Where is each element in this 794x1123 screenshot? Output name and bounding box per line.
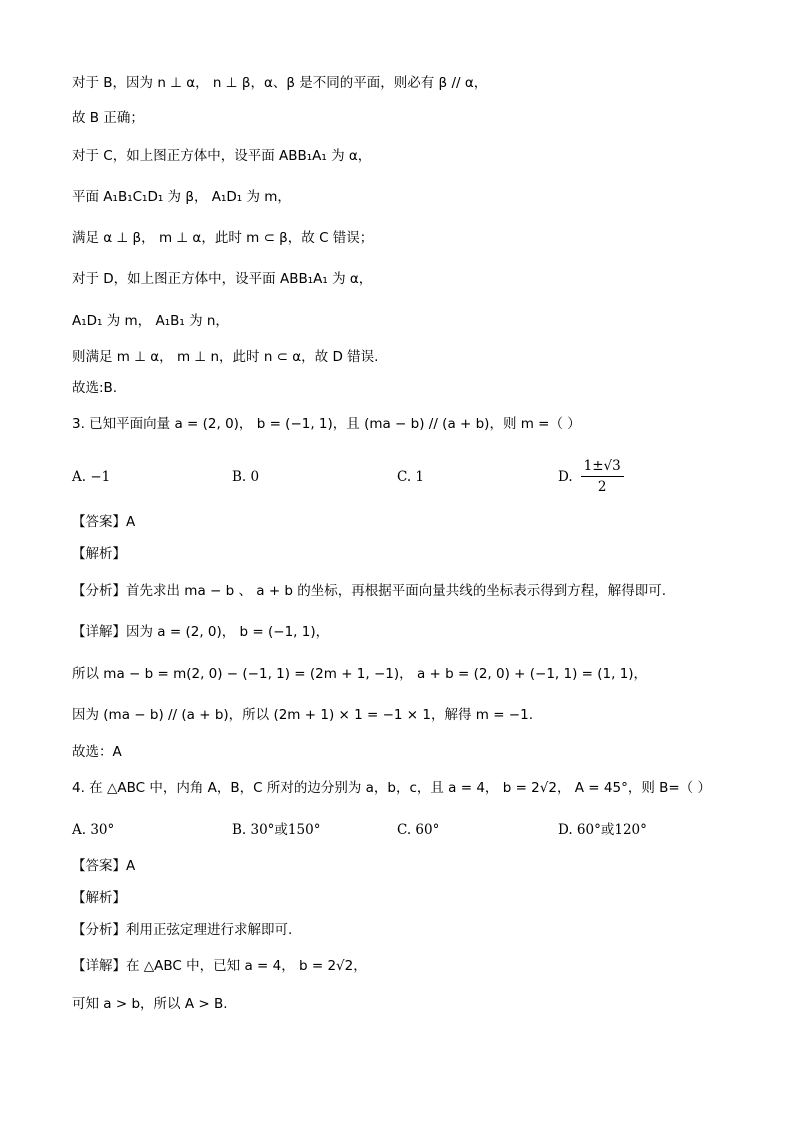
q3-option-b: B. 0 [232, 469, 260, 485]
q4-option-d: D. 60°或120° [558, 822, 647, 838]
q4-option-a: A. 30° [72, 822, 115, 838]
question-3: 3. 已知平面向量 a = (2, 0)， b = (−1, 1)，且 (ma − b) // (a + b)，则 m =（ ） [72, 416, 581, 432]
q3-step-1: 所以 ma − b = m(2, 0) − (−1, 1) = (2m + 1, −1)， a + b = (2, 0) + (−1, 1) = (1, 1)， [72, 666, 648, 682]
solution-line-d: 对于 D，如上图正方体中，设平面 ABB₁A₁ 为 α， [72, 271, 373, 287]
q3-analysis-title: 【解析】 [72, 546, 126, 562]
q4-option-b: B. 30°或150° [232, 822, 321, 838]
q4-analysis: 【分析】利用正弦定理进行求解即可. [72, 922, 293, 938]
solution-line-c-plane: 平面 A₁B₁C₁D₁ 为 β， A₁D₁ 为 m， [72, 189, 291, 205]
solution-line-b: 对于 B，因为 n ⊥ α， n ⊥ β，α、β 是不同的平面，则必有 β // α， [72, 75, 488, 91]
q4-answer: 【答案】A [72, 858, 136, 874]
choose-line-q3: 故选：A [72, 744, 122, 760]
q3-option-a: A. −1 [72, 469, 111, 485]
q4-option-c: C. 60° [397, 822, 440, 838]
choose-line-q2: 故选:B. [72, 380, 118, 396]
solution-line-c: 对于 C，如上图正方体中，设平面 ABB₁A₁ 为 α， [72, 148, 372, 164]
q3-detail: 【详解】因为 a = (2, 0)， b = (−1, 1)， [72, 624, 330, 640]
fraction-numerator: 1±√3 [581, 456, 624, 477]
solution-line-d-conclusion: 则满足 m ⊥ α， m ⊥ n，此时 n ⊂ α，故 D 错误. [72, 349, 379, 365]
q3-option-d-label: D. [558, 468, 573, 485]
solution-line-b-conclusion: 故 B 正确； [72, 110, 144, 126]
q4-analysis-title: 【解析】 [72, 890, 126, 906]
q3-option-d-fraction [581, 456, 624, 497]
q3-answer: 【答案】A [72, 514, 136, 530]
q4-detail: 【详解】在 △ABC 中，已知 a = 4， b = 2√2， [72, 958, 367, 974]
fraction-denominator: 2 [597, 479, 607, 495]
q3-option-d [558, 456, 624, 497]
q3-step-2: 因为 (ma − b) // (a + b)，所以 (2m + 1) × 1 = −1 × 1，解得 m = −1. [72, 707, 533, 723]
solution-line-d-lines: A₁D₁ 为 m， A₁B₁ 为 n， [72, 313, 229, 329]
solution-line-c-conclusion: 满足 α ⊥ β， m ⊥ α，此时 m ⊂ β，故 C 错误； [72, 230, 374, 246]
q4-step-1: 可知 a > b，所以 A > B. [72, 996, 228, 1012]
question-4: 4. 在 △ABC 中，内角 A，B，C 所对的边分别为 a，b，c，且 a = 4， b = 2√2， A = 45°，则 B=（ ） [72, 780, 711, 796]
q3-analysis: 【分析】首先求出 ma − b 、 a + b 的坐标，再根据平面向量共线的坐标表示得到方程，解得即可. [72, 583, 667, 599]
q3-option-c: C. 1 [397, 469, 425, 485]
